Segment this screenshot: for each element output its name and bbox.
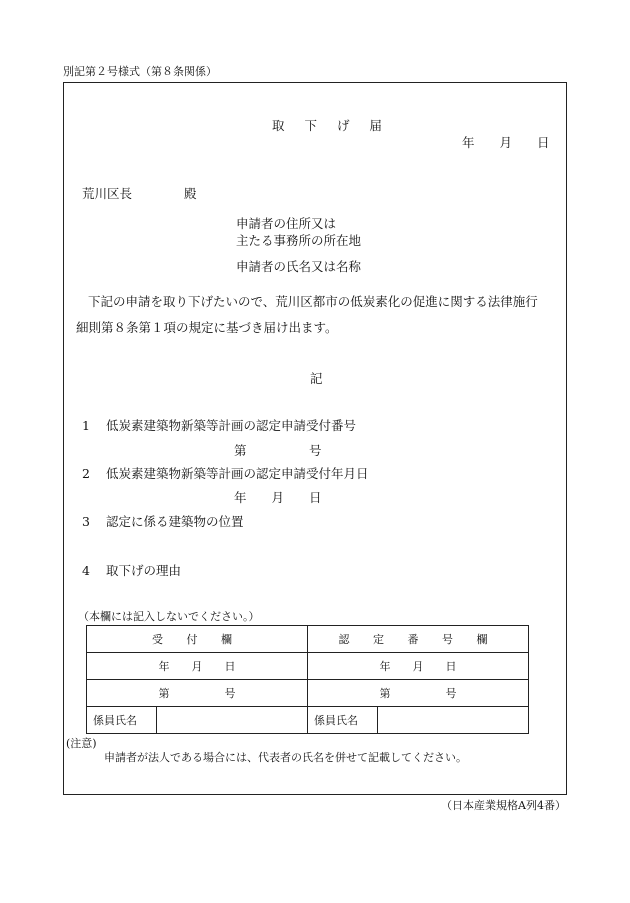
reception-staff-label: 係員氏名: [87, 707, 157, 734]
item-value: 年 月 日: [234, 490, 322, 505]
certification-staff-label: 係員氏名: [308, 707, 378, 734]
item-number: 3: [82, 514, 90, 529]
item-label: 低炭素建築物新築等計画の認定申請受付年月日: [106, 466, 369, 481]
reception-staff-value: [157, 707, 308, 734]
item-number: 2: [82, 466, 90, 481]
item-number: 1: [82, 418, 90, 433]
reception-header: 受 付 欄: [87, 626, 308, 653]
reception-number-cell: 第 号: [87, 680, 308, 707]
table-row: [87, 707, 529, 734]
body-text-line-2: 細則第８条第１項の規定に基づき届け出ます。: [76, 320, 338, 335]
notes-text: 申請者が法人である場合には、代表者の氏名を併せて記載してください。: [104, 751, 467, 764]
certification-date-cell: 年 月 日: [308, 653, 529, 680]
applicant-address-label-1: 申請者の住所又は: [236, 216, 337, 231]
item-label: 認定に係る建築物の位置: [106, 514, 244, 529]
body-text-line-1: 下記の申請を取り下げたいので、荒川区都市の低炭素化の促進に関する法律施行: [88, 294, 538, 309]
item-label: 低炭素建築物新築等計画の認定申請受付番号: [106, 418, 357, 433]
table-row: [87, 680, 529, 707]
office-use-note: （本欄には記入しないでください。）: [78, 610, 260, 623]
office-use-table: [86, 625, 529, 734]
honorific: 殿: [184, 186, 197, 201]
form-label: 別記第２号様式（第８条関係）: [63, 65, 217, 78]
item-label: 取下げの理由: [106, 563, 182, 578]
table-row: [87, 653, 529, 680]
applicant-name-label: 申請者の氏名又は名称: [236, 259, 362, 274]
notes-heading: (注意): [66, 737, 97, 750]
applicant-address-label-2: 主たる事務所の所在地: [236, 233, 362, 248]
certification-staff-value: [378, 707, 529, 734]
submission-date: 年 月 日: [462, 135, 550, 150]
item-number: 4: [82, 563, 90, 578]
form-title: 取 下 げ 届: [272, 118, 390, 133]
certification-number-cell: 第 号: [308, 680, 529, 707]
paper-standard: （日本産業規格A列4番）: [441, 799, 566, 812]
reception-date-cell: 年 月 日: [87, 653, 308, 680]
table-row: [87, 626, 529, 653]
certification-number-header: 認 定 番 号 欄: [308, 626, 529, 653]
addressee: 荒川区長: [82, 186, 133, 201]
item-value: 第 号: [234, 443, 322, 458]
ki-marker: 記: [310, 371, 323, 386]
